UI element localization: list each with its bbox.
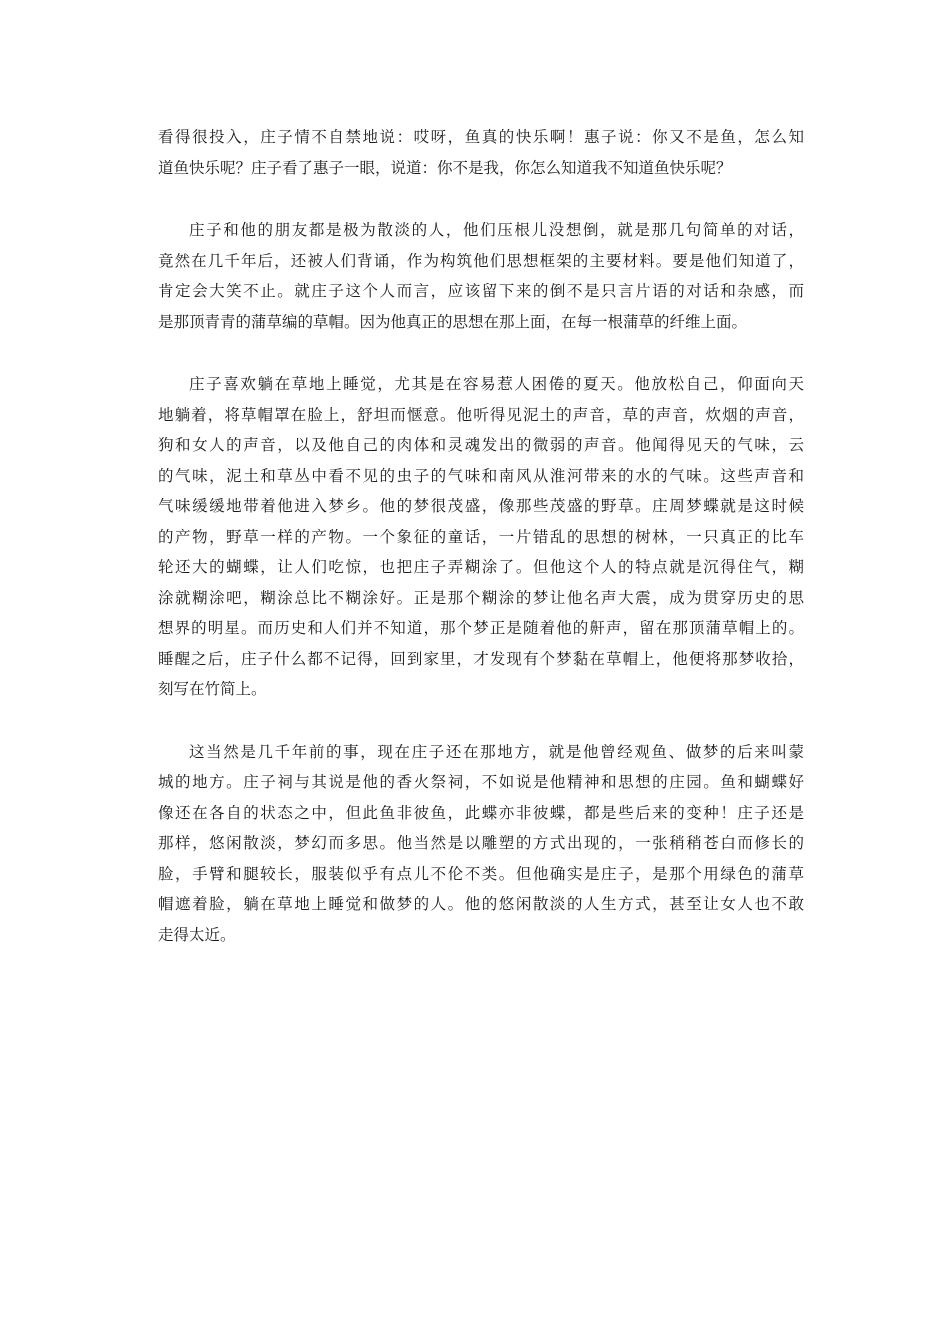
text-line: 狗和女人的声音，以及他自己的肉体和灵魂发出的微弱的声音。他闻得见天的气味，云	[158, 436, 804, 454]
text-line: 城的地方。庄子祠与其说是他的香火祭祠，不如说是他精神和思想的庄园。鱼和蝴蝶好	[158, 773, 804, 791]
text-line: 像还在各自的状态之中，但此鱼非彼鱼，此蝶亦非彼蝶，都是些后来的变种！庄子还是	[158, 803, 804, 822]
paragraph	[158, 215, 804, 337]
paragraph	[158, 122, 804, 183]
text-line: 涂就糊涂吧，糊涂总比不糊涂好。正是那个糊涂的梦让他名声大震，成为贯穿历史的思	[158, 588, 804, 607]
text-line: 气味缓缓地带着他进入梦乡。他的梦很茂盛，像那些茂盛的野草。庄周梦蝶就是这时候	[158, 497, 804, 515]
text-line: 的气味，泥土和草丛中看不见的虫子的气味和南风从淮河带来的水的气味。这些声音和	[158, 466, 804, 485]
text-line: 是那顶青青的蒲草编的草帽。因为他真正的思想在那上面，在每一根蒲草的纤维上面。	[158, 312, 748, 331]
text-line: 那样，悠闲散淡，梦幻而多思。他当然是以雕塑的方式出现的，一张稍稍苍白而修长的	[158, 834, 804, 852]
text-line: 道鱼快乐呢？庄子看了惠子一眼，说道：你不是我，你怎么知道我不知道鱼快乐呢？	[158, 158, 732, 177]
text-line: 庄子喜欢躺在草地上睡觉，尤其是在容易惹人困倦的夏天。他放松自己，仰面向天	[189, 375, 804, 393]
text-line: 脸，手臂和腿较长，服装似乎有点儿不伦不类。但他确实是庄子，是那个用绿色的蒲草	[158, 864, 804, 883]
text-line: 竟然在几千年后，还被人们背诵，作为构筑他们思想框架的主要材料。要是他们知道了，	[158, 251, 804, 270]
text-line: 地躺着，将草帽罩在脸上，舒坦而惬意。他听得见泥土的声音，草的声音，炊烟的声音，	[158, 405, 804, 424]
text-line: 这当然是几千年前的事，现在庄子还在那地方，就是他曾经观鱼、做梦的后来叫蒙	[189, 742, 804, 761]
text-line: 睡醒之后，庄子什么都不记得，回到家里，才发现有个梦黏在草帽上，他便将那梦收拾，	[158, 649, 804, 668]
text-line: 刻写在竹简上。	[158, 680, 267, 698]
text-line: 肯定会大笑不止。就庄子这个人而言，应该留下来的倒不是只言片语的对话和杂感，而	[158, 282, 804, 300]
text-line: 的产物，野草一样的产物。一个象征的童话，一片错乱的思想的树林，一只真正的比车	[158, 527, 804, 546]
paragraph	[158, 369, 804, 705]
text-line: 走得太近。	[158, 925, 236, 944]
text-line: 帽遮着脸，躺在草地上睡觉和做梦的人。他的悠闲散淡的人生方式，甚至让女人也不敢	[158, 895, 804, 913]
paragraph	[158, 737, 804, 951]
document-body	[158, 122, 804, 982]
text-line: 看得很投入，庄子情不自禁地说：哎呀，鱼真的快乐啊！惠子说：你又不是鱼，怎么知	[158, 128, 804, 146]
text-line: 庄子和他的朋友都是极为散淡的人，他们压根儿没想倒，就是那几句简单的对话，	[189, 221, 804, 239]
text-line: 轮还大的蝴蝶，让人们吃惊，也把庄子弄糊涂了。但他这个人的特点就是沉得住气，糊	[158, 558, 804, 576]
text-line: 想界的明星。而历史和人们并不知道，那个梦正是随着他的鼾声，留在那顶蒲草帽上的。	[158, 619, 804, 637]
